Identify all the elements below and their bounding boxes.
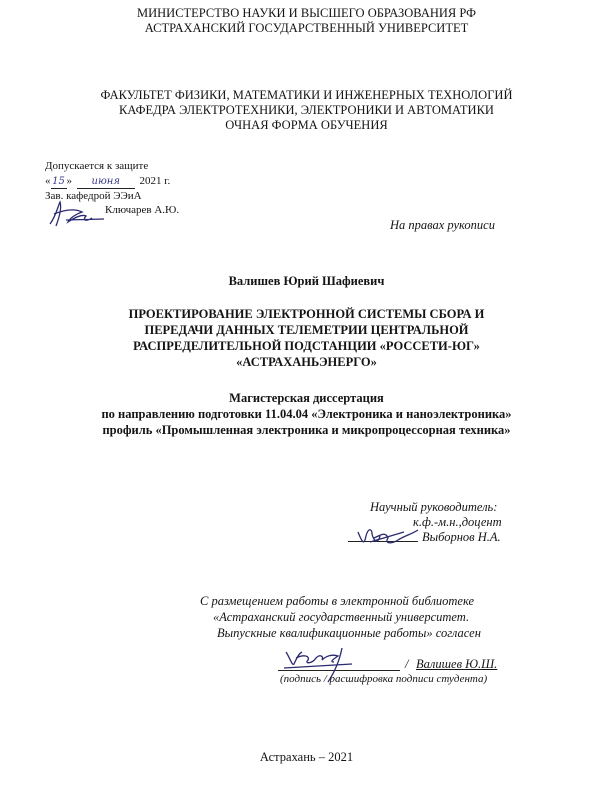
- title-line-3: РАСПРЕДЕЛИТЕЛЬНОЙ ПОДСТАНЦИИ «РОССЕТИ-ЮГ»: [133, 339, 480, 353]
- supervisor-degree: к.ф.-м.н.,доцент: [413, 515, 502, 529]
- date-month: июня: [77, 175, 135, 189]
- thesis-direction: по направлению подготовки 11.04.04 «Электроника и наноэлектроника»: [101, 407, 512, 421]
- supervisor-signature: [352, 522, 422, 552]
- ministry-line: МИНИСТЕРСТВО НАУКИ И ВЫСШЕГО ОБРАЗОВАНИЯ РФ: [137, 6, 476, 20]
- consent-line-2: «Астраханский государственный университет.: [213, 610, 470, 624]
- supervisor-label: Научный руководитель:: [370, 500, 498, 514]
- city-year: Астрахань – 2021: [259, 750, 354, 764]
- head-signature: [46, 198, 106, 228]
- approval-date: [45, 175, 205, 189]
- supervisor-name: Выборнов Н.А.: [422, 530, 501, 544]
- date-quote-open: «: [45, 175, 51, 187]
- university-line: АСТРАХАНСКИЙ ГОСУДАРСТВЕННЫЙ УНИВЕРСИТЕТ: [144, 21, 469, 35]
- study-form-line: ОЧНАЯ ФОРМА ОБУЧЕНИЯ: [225, 118, 388, 132]
- faculty-line: ФАКУЛЬТЕТ ФИЗИКИ, МАТЕМАТИКИ И ИНЖЕНЕРНЫХ ТЕХНОЛОГИЙ: [100, 88, 513, 102]
- manuscript-note: На правах рукописи: [390, 218, 495, 232]
- thesis-type: Магистерская диссертация: [229, 391, 384, 405]
- author-name: Валишев Юрий Шафиевич: [228, 274, 385, 288]
- title-line-2: ПЕРЕДАЧИ ДАННЫХ ТЕЛЕМЕТРИИ ЦЕНТРАЛЬНОЙ: [144, 323, 469, 337]
- date-day: 15: [52, 176, 65, 187]
- department-line: КАФЕДРА ЭЛЕКТРОТЕХНИКИ, ЭЛЕКТРОНИКИ И АВТОМАТИКИ: [119, 103, 494, 117]
- title-line-4: «АСТРАХАНЬЭНЕРГО»: [236, 355, 377, 369]
- thesis-profile: профиль «Промышленная электроника и микропроцессорная техника»: [102, 423, 511, 437]
- head-name: Ключарев А.Ю.: [105, 204, 180, 216]
- title-line-1: ПРОЕКТИРОВАНИЕ ЭЛЕКТРОННОЙ СИСТЕМЫ СБОРА И: [128, 307, 485, 321]
- signature-caption: (подпись / расшифровка подписи студента): [280, 673, 488, 685]
- date-quote-close: »: [66, 175, 72, 187]
- head-title: Зав. кафедрой ЭЭиА: [45, 190, 142, 202]
- student-name-separator: /: [405, 657, 409, 671]
- date-year: 2021 г.: [139, 175, 171, 187]
- consent-line-1: С размещением работы в электронной библиотеке: [200, 594, 475, 608]
- student-name: Валишев Ю.Ш.: [416, 657, 498, 671]
- consent-line-3: Выпускные квалификационные работы» согласен: [217, 626, 481, 640]
- admitted-label: Допускается к защите: [45, 160, 149, 172]
